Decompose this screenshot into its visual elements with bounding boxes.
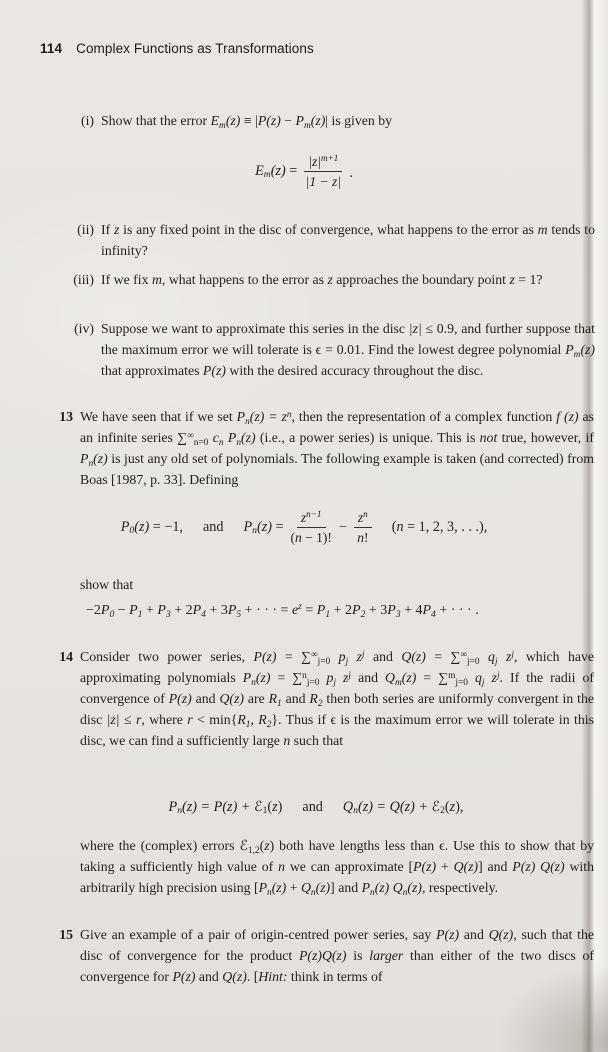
problem-number: 14 — [59, 649, 73, 664]
part-label: (iv) — [74, 321, 94, 336]
equation-lhs: $E_m(z)$ = — [255, 162, 298, 181]
equation-segment: $P_n(z) = P(z)$ + ℰ$_1$(z) — [168, 798, 283, 817]
exercise-part-ii — [77, 219, 595, 261]
equation-and: and — [202, 518, 224, 535]
page-number: 114 — [40, 41, 63, 56]
part-label: (ii) — [77, 222, 94, 237]
page-header — [40, 41, 314, 56]
exercise-part-i — [80, 110, 595, 131]
equation-and: and — [302, 798, 323, 815]
problem-14 — [59, 646, 595, 751]
problem-13 — [59, 406, 594, 490]
fraction-numerator: $z^n$ — [354, 509, 372, 528]
part-label: (i) — [80, 113, 94, 128]
equation-period: . — [349, 165, 353, 181]
minus-sign: − — [338, 518, 347, 535]
equation-series-identity: $-2P_0 - P_1 + P_3 + 2P_4 + 3P_5$ + · · · = $e^z = P_1 + 2P_2 + 3P_3 + 4P_4$ + · · · . — [86, 602, 479, 620]
equation-range: (n = 1, 2, 3, . . .), — [391, 518, 488, 535]
equation-polynomial-definition — [0, 500, 608, 554]
part-label: (iii) — [73, 272, 94, 287]
exercise-part-iv — [74, 318, 595, 381]
equation-segment: $Q_n(z) = Q(z)$ + ℰ$_2$(z), — [342, 798, 464, 817]
problem-number: 13 — [59, 409, 73, 424]
fraction — [354, 509, 372, 546]
chapter-title: Complex Functions as Transformations — [76, 41, 314, 56]
fraction-numerator: $z^{n-1}$ — [297, 509, 326, 528]
problem-15 — [59, 924, 594, 987]
fraction-denominator: n! — [357, 529, 369, 545]
problem-text: Give an example of a pair of origin-centred power series, say P(z) and Q(z), such that the disc of convergence for the product P(z)Q(z) is larger than either of the two discs of convergence for P(z) and Q(z). [Hint: think in terms of — [80, 927, 594, 984]
part-text: Suppose we want to approximate this series in the disc |z| ≤ 0.9, and further suppose that the maximum error we will tolerate is ϵ = 0.01. Find the lowest degree polynomial $P_m(z)$ that approximates P(z) with the desired accuracy throughout the disc. — [101, 321, 595, 378]
fraction — [304, 153, 342, 190]
problem-14-continued — [80, 835, 594, 898]
show-that-text: show that — [80, 577, 134, 592]
equation-segment: $P_n(z)$ = — [243, 518, 284, 537]
fraction-denominator: |1 − z| — [305, 173, 341, 189]
exercise-part-iii — [73, 269, 595, 290]
equation-error-formula — [0, 145, 608, 197]
fraction — [291, 509, 332, 546]
part-text: If we fix m, what happens to the error as z approaches the boundary point z = 1? — [101, 272, 543, 287]
problem-text: Consider two power series, $P(z) = \sum^\infty_{j=0}$ $p_j$ $z^j$ and $Q(z) = \sum^\infty_{j=0}$ $q_j$ $z^j$, which have approximating polynomials $P_n(z) = \sum^n_{j=0}$ $p_j$ $z^j$ and $Q_m(z) = \sum^m_{j=0}$ $q_j$ $z^j$. If the radii of convergence of P(z) and Q(z) are $R_1$ and $R_2$ then both series are uniformly convergent in the disc |z| ≤ r, where $r < \min\{R_1$, $R_2$}. Thus if ϵ is the maximum error we will tolerate in this disc, we can find a sufficiently large n such that — [80, 649, 595, 748]
fraction-numerator: $|z|^{m+1}$ — [304, 153, 342, 172]
part-text: If z is any fixed point in the disc of convergence, what happens to the error as m tends to infinity? — [101, 222, 595, 258]
problem-text: We have seen that if we set $P_n(z) = z^n$, then the representation of a complex function f (z) as an infinite series $\sum^\infty_{n=0}$ $c_n$ $P_n(z)$ (i.e., a power series) is unique. This is not true, however, if $P_n(z)$ is just any old set of polynomials. The following example is taken (and corrected) from Boas [1987, p. 33]. Defining — [80, 409, 594, 487]
equation-segment: $P_0(z) = -1$, — [120, 518, 183, 537]
part-text: Show that the error $E_m(z) \equiv |P(z) - P_m(z)|$ is given by — [101, 113, 393, 131]
problem-text: where the (complex) errors ℰ$_{1,2}$(z) both have lengths less than ϵ. Use this to show that by taking a sufficiently high value of n we can approximate [P(z) + Q(z)] and P(z) Q(z) with arbitrarily high precision using $[P_n(z) + Q_n(z)]$ and $P_n(z)$ $Q_n(z)$, respectively. — [80, 838, 595, 898]
fraction-denominator: (n − 1)! — [290, 529, 332, 545]
problem-number: 15 — [59, 927, 73, 942]
equation-approximation — [24, 796, 608, 818]
